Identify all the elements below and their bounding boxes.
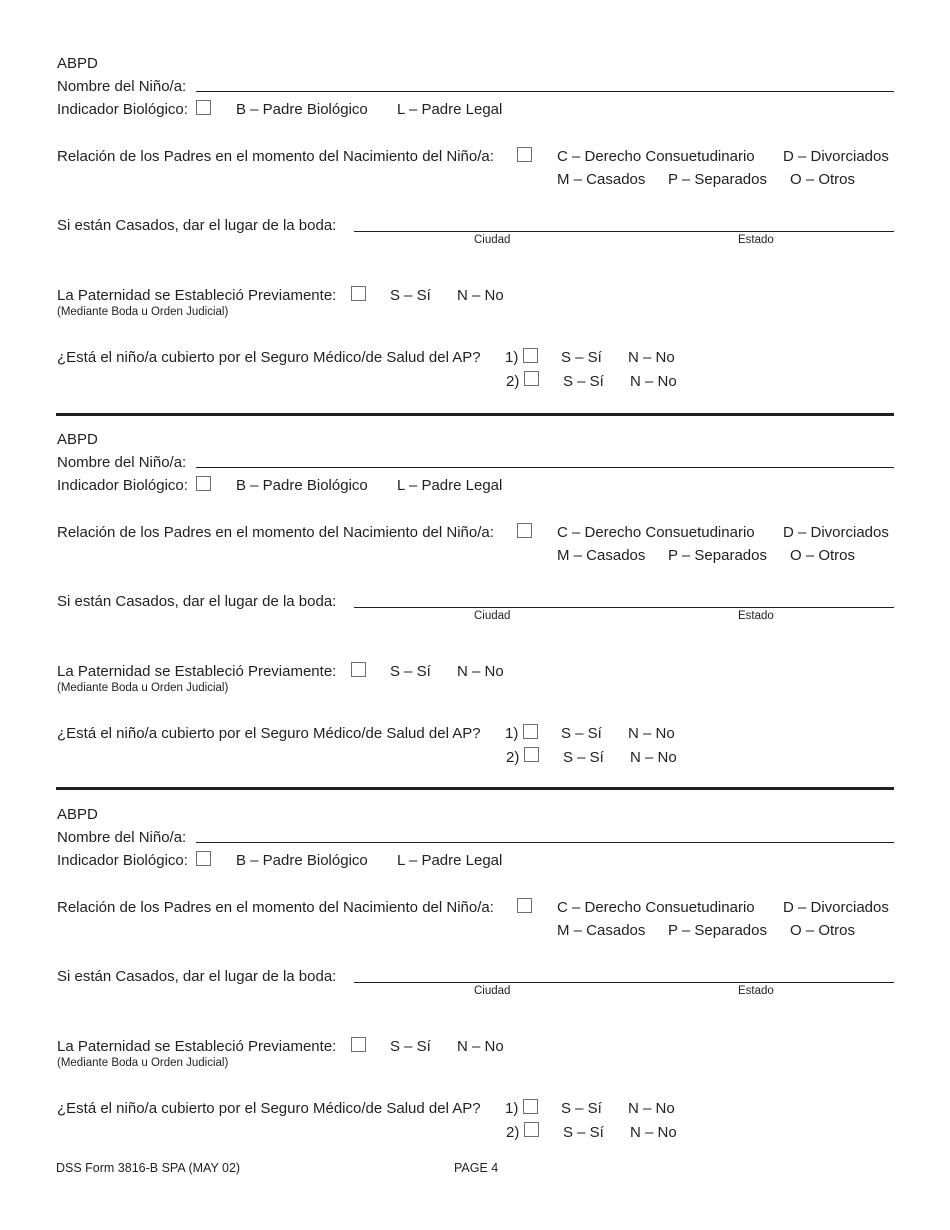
paternity-label: La Paternidad se Estableció Previamente: (57, 1038, 337, 1055)
child-name-field[interactable] (196, 91, 894, 92)
abpd-label: ABPD (57, 806, 98, 823)
insurance-checkbox-1[interactable] (523, 348, 538, 363)
rel-option-d: D – Divorciados (783, 524, 889, 541)
insurance-checkbox-2[interactable] (524, 1122, 539, 1137)
parents-relation-checkbox[interactable] (517, 523, 532, 538)
paternity-yes: S – Sí (390, 287, 431, 304)
bio-indicator-checkbox[interactable] (196, 851, 211, 866)
rel-option-d: D – Divorciados (783, 899, 889, 916)
paternity-no: N – No (457, 287, 504, 304)
abpd-label: ABPD (57, 55, 98, 72)
rel-option-d: D – Divorciados (783, 148, 889, 165)
insurance-label: ¿Está el niño/a cubierto por el Seguro Médico/de Salud del AP? (57, 1100, 481, 1117)
paternity-note: (Mediante Boda u Orden Judicial) (57, 1057, 229, 1069)
insurance-2-no: N – No (630, 373, 677, 390)
rel-option-o: O – Otros (790, 171, 856, 188)
insurance-item-1: 1) (505, 349, 519, 366)
parents-relation-checkbox[interactable] (517, 147, 532, 162)
bio-option-l: L – Padre Legal (397, 852, 503, 869)
insurance-label: ¿Está el niño/a cubierto por el Seguro Médico/de Salud del AP? (57, 725, 481, 742)
paternity-checkbox[interactable] (351, 662, 366, 677)
paternity-label: La Paternidad se Estableció Previamente: (57, 287, 337, 304)
parents-relation-label: Relación de los Padres en el momento del Nacimiento del Niño/a: (57, 148, 494, 165)
paternity-yes: S – Sí (390, 663, 431, 680)
state-caption: Estado (738, 234, 774, 246)
insurance-item-1: 1) (505, 725, 519, 742)
paternity-note: (Mediante Boda u Orden Judicial) (57, 682, 229, 694)
bio-option-l: L – Padre Legal (397, 477, 503, 494)
bio-option-b: B – Padre Biológico (236, 101, 368, 118)
insurance-1-no: N – No (628, 1100, 675, 1117)
insurance-2-yes: S – Sí (563, 749, 604, 766)
form-id: DSS Form 3816-B SPA (MAY 02) (56, 1161, 241, 1175)
insurance-item-2: 2) (506, 749, 520, 766)
rel-option-m: M – Casados (557, 922, 646, 939)
city-caption: Ciudad (474, 985, 511, 997)
page-number: PAGE 4 (454, 1161, 499, 1175)
wedding-place-field[interactable] (354, 607, 894, 608)
child-name-label: Nombre del Niño/a: (57, 78, 187, 95)
rel-option-p: P – Separados (668, 171, 767, 188)
wedding-place-label: Si están Casados, dar el lugar de la boda: (57, 593, 337, 610)
insurance-2-yes: S – Sí (563, 1124, 604, 1141)
bio-indicator-checkbox[interactable] (196, 476, 211, 491)
insurance-1-no: N – No (628, 725, 675, 742)
state-caption: Estado (738, 985, 774, 997)
insurance-checkbox-1[interactable] (523, 1099, 538, 1114)
paternity-label: La Paternidad se Estableció Previamente: (57, 663, 337, 680)
insurance-1-yes: S – Sí (561, 725, 602, 742)
rel-option-o: O – Otros (790, 922, 856, 939)
child-name-field[interactable] (196, 467, 894, 468)
bio-option-l: L – Padre Legal (397, 101, 503, 118)
child-name-label: Nombre del Niño/a: (57, 454, 187, 471)
rel-option-c: C – Derecho Consuetudinario (557, 148, 755, 165)
city-caption: Ciudad (474, 234, 511, 246)
abpd-label: ABPD (57, 431, 98, 448)
child-name-label: Nombre del Niño/a: (57, 829, 187, 846)
rel-option-c: C – Derecho Consuetudinario (557, 524, 755, 541)
rel-option-m: M – Casados (557, 171, 646, 188)
parents-relation-label: Relación de los Padres en el momento del Nacimiento del Niño/a: (57, 524, 494, 541)
paternity-note: (Mediante Boda u Orden Judicial) (57, 306, 229, 318)
insurance-1-yes: S – Sí (561, 349, 602, 366)
insurance-1-no: N – No (628, 349, 675, 366)
bio-indicator-checkbox[interactable] (196, 100, 211, 115)
insurance-checkbox-1[interactable] (523, 724, 538, 739)
child-name-field[interactable] (196, 842, 894, 843)
state-caption: Estado (738, 610, 774, 622)
rel-option-c: C – Derecho Consuetudinario (557, 899, 755, 916)
child-record-3 (0, 751, 950, 1141)
insurance-2-no: N – No (630, 1124, 677, 1141)
paternity-checkbox[interactable] (351, 286, 366, 301)
bio-option-b: B – Padre Biológico (236, 852, 368, 869)
insurance-item-2: 2) (506, 373, 520, 390)
rel-option-p: P – Separados (668, 547, 767, 564)
paternity-no: N – No (457, 1038, 504, 1055)
insurance-2-no: N – No (630, 749, 677, 766)
wedding-place-field[interactable] (354, 982, 894, 983)
insurance-label: ¿Está el niño/a cubierto por el Seguro Médico/de Salud del AP? (57, 349, 481, 366)
wedding-place-label: Si están Casados, dar el lugar de la boda: (57, 968, 337, 985)
child-record-1 (0, 0, 950, 390)
parents-relation-checkbox[interactable] (517, 898, 532, 913)
rel-option-o: O – Otros (790, 547, 856, 564)
rel-option-p: P – Separados (668, 922, 767, 939)
insurance-2-yes: S – Sí (563, 373, 604, 390)
paternity-yes: S – Sí (390, 1038, 431, 1055)
paternity-no: N – No (457, 663, 504, 680)
paternity-checkbox[interactable] (351, 1037, 366, 1052)
child-record-2 (0, 376, 950, 766)
wedding-place-field[interactable] (354, 231, 894, 232)
bio-indicator-label: Indicador Biológico: (57, 101, 188, 118)
insurance-1-yes: S – Sí (561, 1100, 602, 1117)
bio-indicator-label: Indicador Biológico: (57, 477, 188, 494)
city-caption: Ciudad (474, 610, 511, 622)
insurance-item-2: 2) (506, 1124, 520, 1141)
rel-option-m: M – Casados (557, 547, 646, 564)
bio-indicator-label: Indicador Biológico: (57, 852, 188, 869)
bio-option-b: B – Padre Biológico (236, 477, 368, 494)
parents-relation-label: Relación de los Padres en el momento del Nacimiento del Niño/a: (57, 899, 494, 916)
wedding-place-label: Si están Casados, dar el lugar de la boda: (57, 217, 337, 234)
insurance-item-1: 1) (505, 1100, 519, 1117)
